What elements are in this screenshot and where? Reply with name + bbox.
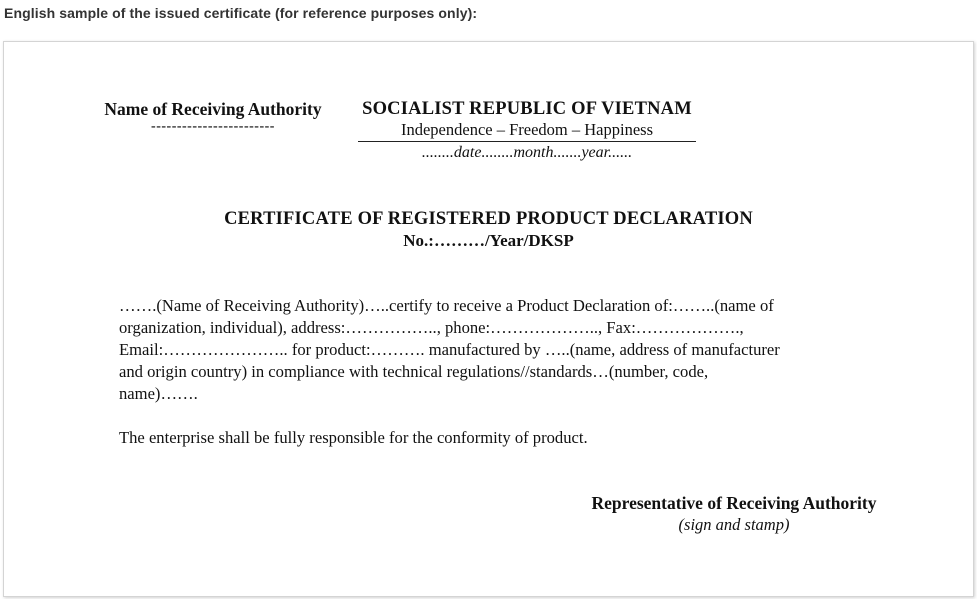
certificate-title: CERTIFICATE OF REGISTERED PRODUCT DECLARATION: [224, 209, 753, 229]
body-line: …….(Name of Receiving Authority)…..certify to receive a Product Declaration of:……..(name of: [119, 296, 774, 315]
sign-and-stamp-note: (sign and stamp): [678, 515, 790, 534]
authority-header: [90, 99, 336, 134]
enterprise-statement: The enterprise shall be fully responsible for the conformity of product.: [119, 428, 588, 447]
authority-name: Name of Receiving Authority: [104, 99, 322, 119]
body-line: and origin country) in compliance with technical regulations//standards…(number, code,: [119, 362, 709, 381]
representative-title: Representative of Receiving Authority: [591, 493, 877, 513]
certificate-body: [119, 295, 889, 405]
page-caption: English sample of the issued certificate (for reference purposes only):: [4, 5, 478, 21]
republic-header: [357, 98, 697, 163]
motto-underline: [358, 141, 696, 142]
body-line: organization, individual), address:…………….., phone:……………….., Fax:……………….,: [119, 318, 744, 337]
certificate-document: [4, 42, 973, 596]
body-line: Email:………………….. for product:………. manufactured by …..(name, address of manufacturer: [119, 340, 780, 359]
national-motto: Independence – Freedom – Happiness: [400, 120, 653, 139]
republic-title: SOCIALIST REPUBLIC OF VIETNAM: [362, 99, 692, 119]
certificate-number: No.:………/Year/DKSP: [403, 231, 574, 250]
date-line: ........date........month.......year......: [421, 144, 633, 161]
representative-signature-block: [574, 493, 894, 535]
authority-dashes: ------------------------: [151, 119, 275, 134]
body-line: name)…….: [119, 384, 198, 403]
certificate-image-frame: [3, 41, 974, 597]
